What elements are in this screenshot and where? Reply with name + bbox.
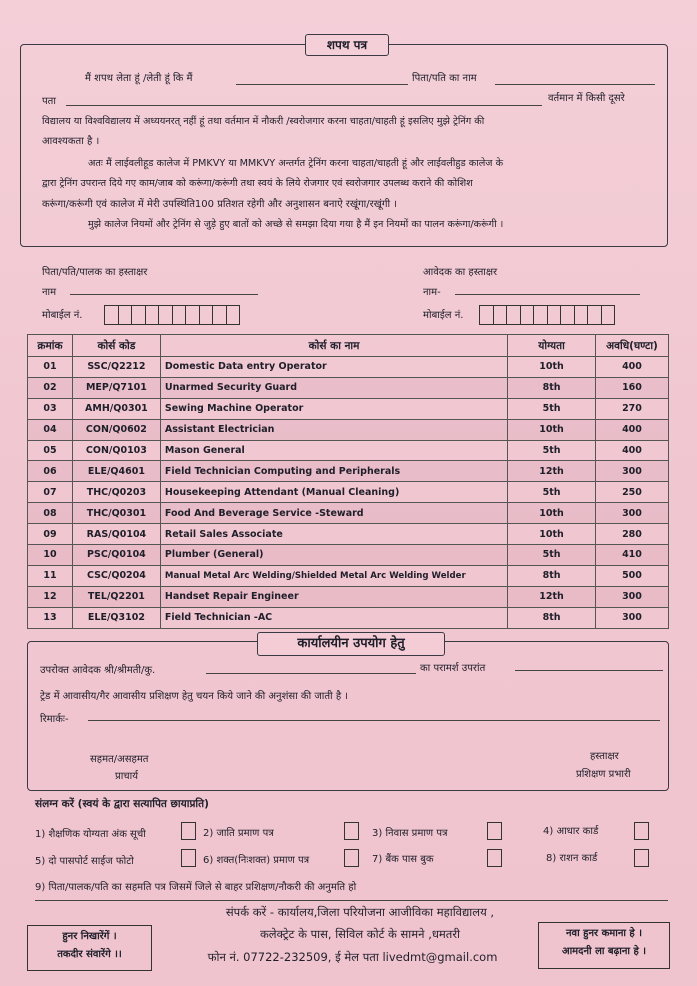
course-row	[28, 440, 669, 461]
course-table-header-row	[28, 335, 669, 357]
attachment-item-5: 5) दो पासपोर्ट साईज फोटो	[35, 856, 134, 867]
slogan-right-line-2: आमदनी ला बढ़ाना हे ।	[561, 946, 647, 957]
parent-name-line[interactable]	[70, 294, 258, 295]
office-remark-label: रिमार्कः-	[40, 714, 69, 725]
applicant-name-blank[interactable]	[236, 84, 408, 85]
course-duration: 300	[595, 607, 668, 628]
course-row	[28, 524, 669, 545]
course-row	[28, 503, 669, 524]
course-serial: 13	[28, 607, 73, 628]
course-name: Mason General	[160, 440, 507, 461]
contact-line-3: फोन नं. 07722-232509, ई मेल पता livedmt@gmail.com	[207, 950, 498, 964]
course-duration: 160	[595, 377, 668, 398]
course-code: RAS/Q0104	[72, 524, 160, 545]
course-code: SSC/Q2212	[72, 357, 160, 378]
office-principal-label: प्राचार्य	[115, 771, 139, 782]
course-qualification: 10th	[508, 357, 596, 378]
slogan-box-left	[27, 925, 152, 971]
course-qualification: 8th	[508, 565, 596, 586]
course-duration: 400	[595, 419, 668, 440]
course-qualification: 5th	[508, 440, 596, 461]
course-serial: 04	[28, 419, 73, 440]
course-qualification: 5th	[508, 398, 596, 419]
course-code: PSC/Q0104	[72, 545, 160, 566]
parent-name-blank[interactable]	[495, 84, 655, 85]
attachment-item-3: 3) निवास प्रमाण पत्र	[372, 828, 448, 839]
course-name: Plumber (General)	[160, 545, 507, 566]
office-remark-blank[interactable]	[88, 720, 660, 721]
course-duration: 250	[595, 482, 668, 503]
course-table	[27, 334, 669, 629]
attachment-checkbox-3[interactable]	[487, 822, 502, 840]
attachment-checkbox-8[interactable]	[634, 849, 649, 867]
office-agree-label: सहमत/असहमत	[90, 754, 149, 765]
applicant-signature-label: आवेदक का हस्ताक्षर	[423, 267, 498, 278]
course-duration: 410	[595, 545, 668, 566]
oath-line-1-start: मैं शपथ लेता हूं /लेती हूं कि मैं	[85, 73, 193, 84]
course-qualification: 8th	[508, 607, 596, 628]
course-row	[28, 419, 669, 440]
attachment-checkbox-7[interactable]	[487, 849, 502, 867]
course-name: Unarmed Security Guard	[160, 377, 507, 398]
oath-line-4: आवश्यकता है ।	[42, 136, 100, 147]
course-code: ELE/Q3102	[72, 607, 160, 628]
course-serial: 01	[28, 357, 73, 378]
office-incharge-label: प्रशिक्षण प्रभारी	[576, 769, 631, 780]
attachment-checkbox-2[interactable]	[344, 822, 359, 840]
parent-mobile-label: मोबाईल नं.	[42, 310, 83, 321]
course-name: Sewing Machine Operator	[160, 398, 507, 419]
office-line-2: ट्रेड में आवासीय/गैर आवासीय प्रशिक्षण हेतु चयन किये जाने की अनुशंसा की जाती है ।	[40, 691, 349, 702]
course-name: Field Technician -AC	[160, 607, 507, 628]
course-duration: 400	[595, 440, 668, 461]
course-code: MEP/Q7101	[72, 377, 160, 398]
course-name: Housekeeping Attendant (Manual Cleaning)	[160, 482, 507, 503]
contact-line-2: कलेक्ट्रेट के पास, सिविल कोर्ट के सामने ,धमतरी	[259, 927, 461, 941]
course-code: ELE/Q4601	[72, 461, 160, 482]
parent-name-label: नाम	[42, 287, 57, 298]
attachment-checkbox-4[interactable]	[634, 822, 649, 840]
course-qualification: 5th	[508, 545, 596, 566]
attachment-item-9: 9) पिता/पालक/पति का सहमति पत्र जिसमें जिले से बाहर प्रशिक्षण/नौकरी की अनुमति हो	[35, 882, 357, 893]
course-row	[28, 545, 669, 566]
attachment-item-1: 1) शैक्षणिक योग्यता अंक सूची	[35, 829, 146, 840]
course-duration: 300	[595, 461, 668, 482]
attachment-checkbox-5[interactable]	[181, 849, 196, 867]
course-qualification: 10th	[508, 524, 596, 545]
course-code: CSC/Q0204	[72, 565, 160, 586]
course-duration: 270	[595, 398, 668, 419]
col-header-name: कोर्स का नाम	[160, 335, 507, 357]
course-serial: 05	[28, 440, 73, 461]
slogan-left-line-1: हुनर निखारेंगें ।	[62, 931, 117, 942]
footer-divider	[35, 900, 668, 901]
course-name: Food And Beverage Service -Steward	[160, 503, 507, 524]
applicant-name-line[interactable]	[455, 294, 640, 295]
course-code: THC/Q0301	[72, 503, 160, 524]
course-serial: 09	[28, 524, 73, 545]
course-serial: 06	[28, 461, 73, 482]
course-row	[28, 461, 669, 482]
applicant-mobile-boxes[interactable]	[479, 305, 614, 325]
course-code: TEL/Q2201	[72, 586, 160, 607]
course-name: Retail Sales Associate	[160, 524, 507, 545]
course-duration: 400	[595, 357, 668, 378]
course-row	[28, 586, 669, 607]
course-serial: 03	[28, 398, 73, 419]
oath-line-2-current: वर्तमान में किसी दूसरे	[548, 93, 625, 104]
course-code: CON/Q0103	[72, 440, 160, 461]
office-sign-label: हस्ताक्षर	[590, 751, 619, 762]
course-duration: 280	[595, 524, 668, 545]
applicant-name-label: नाम-	[423, 287, 441, 298]
course-name: Domestic Data entry Operator	[160, 357, 507, 378]
course-duration: 300	[595, 586, 668, 607]
course-qualification: 10th	[508, 419, 596, 440]
course-duration: 300	[595, 503, 668, 524]
course-qualification: 10th	[508, 503, 596, 524]
course-row	[28, 398, 669, 419]
attachment-checkbox-6[interactable]	[344, 849, 359, 867]
course-serial: 10	[28, 545, 73, 566]
course-row	[28, 357, 669, 378]
course-row	[28, 482, 669, 503]
course-serial: 07	[28, 482, 73, 503]
slogan-right-line-1: नवा हुनर कमाना हे ।	[565, 928, 643, 939]
oath-line-6: द्वारा ट्रेनिंग उपरान्त दिये गए काम/जाब को करूंगा/करूंगी तथा स्वयं के लिये रोजगार एवं स्वरोजगार उपलब्ध कराने की कोशिश	[42, 178, 473, 189]
office-use-title: कार्यालयीन उपयोग हेतु	[257, 632, 445, 656]
attachment-item-6: 6) शक्त(निःशक्त) प्रमाण पत्र	[203, 855, 310, 866]
course-serial: 12	[28, 586, 73, 607]
course-qualification: 12th	[508, 586, 596, 607]
course-serial: 08	[28, 503, 73, 524]
office-line-1-end: का परामर्श उपरांत	[420, 663, 486, 674]
col-header-duration: अवधि(घण्टा)	[595, 335, 668, 357]
slogan-box-right	[538, 922, 670, 969]
course-serial: 02	[28, 377, 73, 398]
address-blank[interactable]	[66, 105, 542, 106]
course-name: Assistant Electrician	[160, 419, 507, 440]
office-line-1-start: उपरोक्त आवेदक श्री/श्रीमती/कु.	[40, 665, 156, 676]
oath-line-3: विद्यालय या विश्वविद्यालय में अध्ययनरत् नहीं हूं तथा वर्तमान में नौकरी /स्वरोजगार करना चाहता/चाहती हूं इसलिए मुझे ट्रेनिंग की	[42, 116, 485, 127]
oath-line-5: अतः मैं लाईवलीहूड कालेज में PMKVY या MMKVY अन्तर्गत ट्रेनिंग करना चाहता/चाहती हूं और लाईवलीहुड कालेज के	[88, 158, 504, 169]
course-row	[28, 565, 669, 586]
course-row	[28, 607, 669, 628]
attachment-item-8: 8) राशन कार्ड	[546, 853, 598, 864]
oath-title: शपथ पत्र	[305, 34, 389, 56]
attachment-item-7: 7) बैंक पास बुक	[372, 854, 434, 865]
oath-line-8: मुझे कालेज नियमों और ट्रेनिंग से जुड़े हुए बातों को अच्छे से समझा दिया गया है मैं इन नियमों का पालन करूंगा/करूंगी ।	[88, 219, 504, 230]
slogan-left-line-2: तकदीर संवारेंगे ।।	[57, 949, 122, 960]
course-serial: 11	[28, 565, 73, 586]
attachment-item-4: 4) आधार कार्ड	[543, 826, 599, 837]
attachment-checkbox-1[interactable]	[181, 822, 196, 840]
parent-signature-label: पिता/पति/पालक का हस्ताक्षर	[42, 267, 148, 278]
oath-address-label: पता	[42, 96, 56, 107]
course-name: Field Technician Computing and Peripherals	[160, 461, 507, 482]
contact-line-1: संपर्क करें - कार्यालय,जिला परियोजना आजीविका महाविद्यालय ,	[225, 905, 495, 919]
course-code: AMH/Q0301	[72, 398, 160, 419]
course-name: Manual Metal Arc Welding/Shielded Metal Arc Welding Welder	[160, 565, 507, 586]
course-row	[28, 377, 669, 398]
course-code: CON/Q0602	[72, 419, 160, 440]
course-code: THC/Q0203	[72, 482, 160, 503]
col-header-qualification: योग्यता	[508, 335, 596, 357]
office-applicant-blank[interactable]	[206, 673, 416, 674]
course-qualification: 5th	[508, 482, 596, 503]
course-qualification: 8th	[508, 377, 596, 398]
parent-mobile-boxes[interactable]	[104, 305, 239, 325]
attachment-item-2: 2) जाति प्रमाण पत्र	[203, 828, 274, 839]
col-header-code: कोर्स कोड	[72, 335, 160, 357]
applicant-mobile-label: मोबाईल नं.	[423, 310, 464, 321]
course-name: Handset Repair Engineer	[160, 586, 507, 607]
course-duration: 500	[595, 565, 668, 586]
office-counsel-blank[interactable]	[515, 670, 663, 671]
col-header-serial: क्रमांक	[28, 335, 73, 357]
oath-line-1-parent: पिता/पति का नाम	[412, 73, 477, 84]
oath-line-7: करूंगा/करूंगी एवं कालेज में मेरी उपस्थिति100 प्रतिशत रहेगी और अनुशासन बनाऐ रखूंगा/रखूंगी ।	[42, 199, 398, 210]
attachments-heading: संलग्न करें (स्वयं के द्वारा सत्यापित छायाप्रति)	[35, 798, 209, 810]
course-qualification: 12th	[508, 461, 596, 482]
